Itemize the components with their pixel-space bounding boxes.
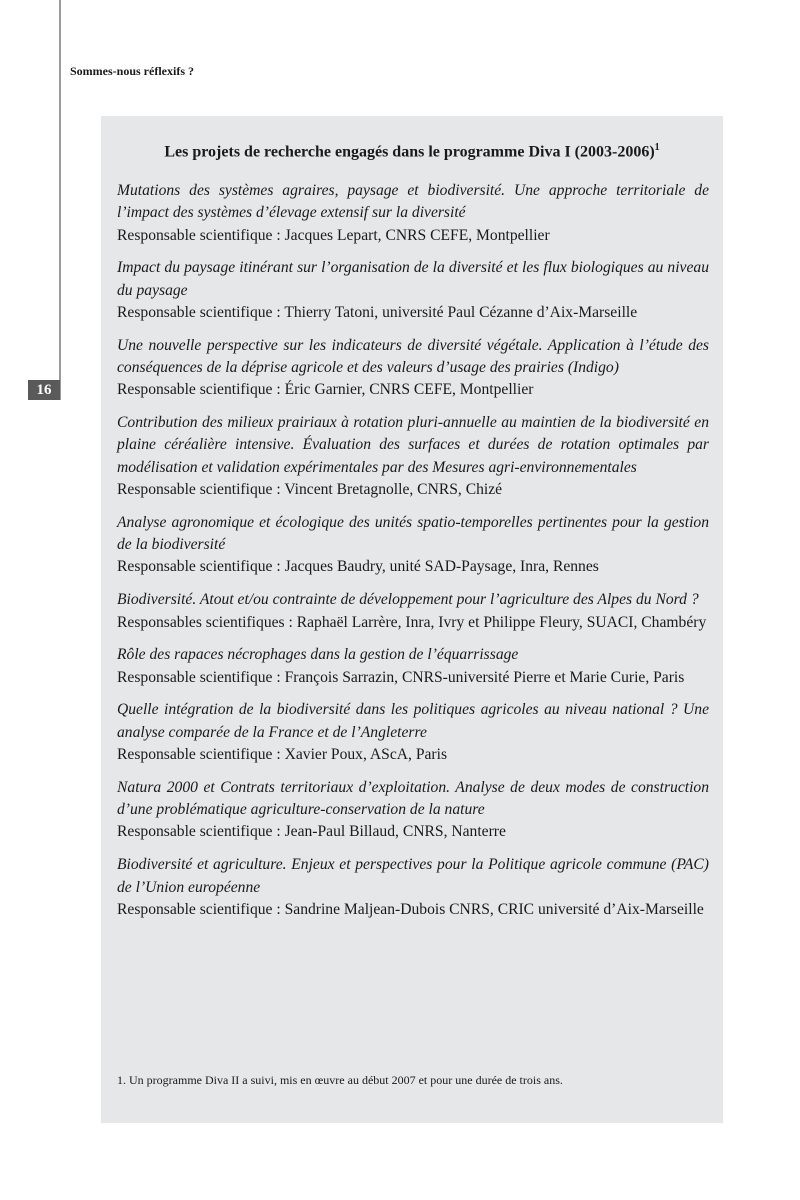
project-title: Impact du paysage itinérant sur l’organisation de la diversité et les flux biologiques au niveau du paysage (117, 259, 709, 299)
footnote-mark: 1 (654, 142, 660, 153)
project-responsible: Responsable scientifique : Xavier Poux, AScA, Paris (117, 746, 448, 764)
project-responsible: Responsable scientifique : Éric Garnier, CNRS CEFE, Montpellier (117, 381, 534, 399)
project-list (117, 180, 709, 932)
project-title: Mutations des systèmes agraires, paysage et biodiversité. Une approche territoriale de l’impact des systèmes d’élevage extensif sur la diversité (117, 182, 709, 222)
project-responsible: Responsable scientifique : Thierry Tatoni, université Paul Cézanne d’Aix-Marseille (117, 303, 638, 321)
project-entry (117, 854, 709, 921)
box-title-text: Les projets de recherche engagés dans le programme Diva I (2003-2006) (164, 143, 655, 161)
sidebar-box (101, 116, 723, 1123)
running-header: Sommes-nous réflexifs ? (70, 64, 194, 78)
project-responsible: Responsable scientifique : Jacques Lepart, CNRS CEFE, Montpellier (117, 226, 550, 244)
project-entry (117, 412, 709, 501)
project-responsible: Responsable scientifique : Jacques Baudry, unité SAD-Paysage, Inra, Rennes (117, 558, 599, 576)
project-responsible: Responsable scientifique : Sandrine Maljean-Dubois CNRS, CRIC université d’Aix-Marseille (117, 900, 704, 918)
project-title: Biodiversité. Atout et/ou contrainte de développement pour l’agriculture des Alpes du Nord ? (117, 591, 699, 609)
project-entry (117, 777, 709, 844)
box-title (101, 142, 723, 161)
project-responsible: Responsable scientifique : Vincent Bretagnolle, CNRS, Chizé (117, 481, 503, 499)
project-entry (117, 589, 709, 634)
project-title: Une nouvelle perspective sur les indicateurs de diversité végétale. Application à l’étude des conséquences de la déprise agricole et des valeurs d’usage des prairies (Indigo) (117, 336, 709, 377)
project-responsible: Responsables scientifiques : Raphaël Larrère, Inra, Ivry et Philippe Fleury, SUACI, Chambéry (117, 613, 707, 631)
footnote: 1. Un programme Diva II a suivi, mis en œuvre au début 2007 et pour une durée de trois ans. (117, 1073, 563, 1087)
project-title: Rôle des rapaces nécrophages dans la gestion de l’équarrissage (117, 646, 519, 664)
project-title: Contribution des milieux prairiaux à rotation pluri-annuelle au maintien de la biodiversité en plaine céréalière intensive. Évaluation des surfaces et durées de rotation optimales par modélisation et validation expérimentales par des Mesures agri-environnementales (117, 414, 709, 476)
project-responsible: Responsable scientifique : François Sarrazin, CNRS-université Pierre et Marie Curie, Paris (117, 668, 685, 686)
page-number: 16 (28, 380, 60, 400)
project-entry (117, 180, 709, 247)
project-title: Analyse agronomique et écologique des unités spatio-temporelles pertinentes pour la gestion de la biodiversité (117, 513, 709, 554)
project-entry (117, 512, 709, 579)
project-entry (117, 335, 709, 402)
project-title: Biodiversité et agriculture. Enjeux et perspectives pour la Politique agricole commune (PAC) de l’Union européenne (117, 856, 709, 896)
project-responsible: Responsable scientifique : Jean-Paul Billaud, CNRS, Nanterre (117, 823, 506, 841)
project-title: Natura 2000 et Contrats territoriaux d’exploitation. Analyse de deux modes de construction d’une problématique agriculture-conservation de la nature (117, 778, 709, 819)
project-entry (117, 257, 709, 324)
project-entry (117, 644, 709, 689)
margin-rule (59, 0, 61, 400)
project-title: Quelle intégration de la biodiversité dans les politiques agricoles au niveau national ? Une analyse comparée de la France et de l’Angleterre (117, 701, 709, 741)
project-entry (117, 699, 709, 766)
